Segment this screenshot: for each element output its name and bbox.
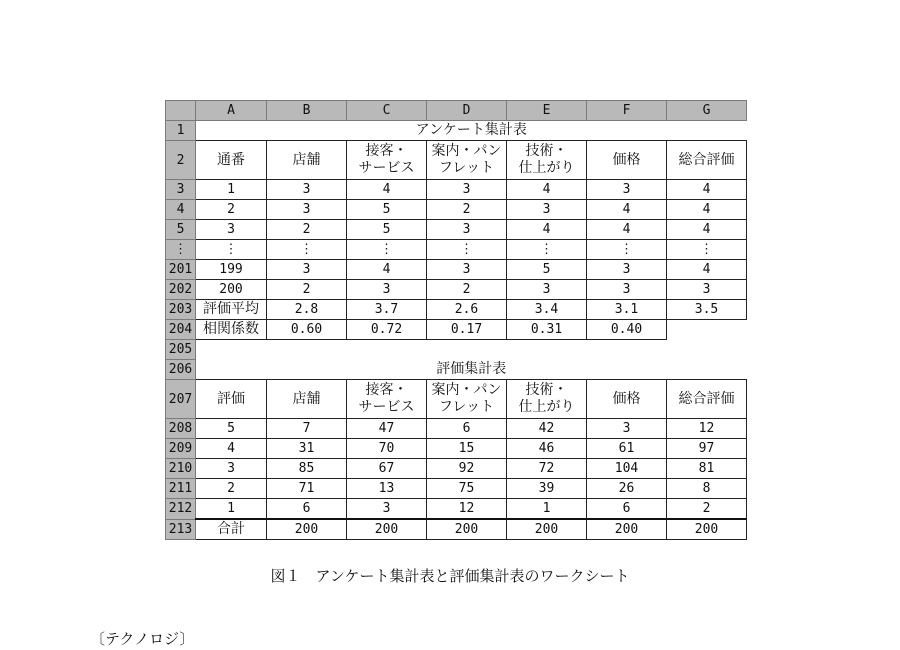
data-cell: 39 bbox=[507, 479, 587, 499]
data-cell: 6 bbox=[587, 499, 667, 520]
data-cell: 8 bbox=[667, 479, 747, 499]
data-cell: 7 bbox=[267, 419, 347, 439]
column-label: 価格 bbox=[587, 380, 667, 419]
data-cell: 26 bbox=[587, 479, 667, 499]
column-header: F bbox=[587, 101, 667, 121]
data-cell: 5 bbox=[347, 200, 427, 220]
data-cell: 15 bbox=[427, 439, 507, 459]
data-cell: 2 bbox=[427, 280, 507, 300]
data-cell: 4 bbox=[667, 180, 747, 200]
data-cell: 13 bbox=[347, 479, 427, 499]
correlation-cell: 0.17 bbox=[427, 320, 507, 340]
data-cell: 2 bbox=[267, 280, 347, 300]
data-cell: 97 bbox=[667, 439, 747, 459]
sheet-row bbox=[166, 101, 747, 121]
worksheet-table bbox=[165, 100, 747, 540]
data-cell: 3 bbox=[587, 260, 667, 280]
data-cell: 46 bbox=[507, 439, 587, 459]
column-label: 案内・パン フレット bbox=[427, 380, 507, 419]
corner-cell bbox=[166, 101, 196, 121]
sheet-row bbox=[166, 340, 747, 360]
data-cell: 3 bbox=[196, 459, 267, 479]
data-cell: ⋮ bbox=[267, 240, 347, 260]
row-header: 203 bbox=[166, 300, 196, 320]
data-cell: 200 bbox=[196, 280, 267, 300]
total-cell: 200 bbox=[507, 519, 587, 540]
data-cell: 5 bbox=[196, 419, 267, 439]
data-cell: ⋮ bbox=[347, 240, 427, 260]
sheet-row bbox=[166, 519, 747, 540]
sheet-row bbox=[166, 200, 747, 220]
data-cell: 70 bbox=[347, 439, 427, 459]
row-header: 211 bbox=[166, 479, 196, 499]
data-cell: ⋮ bbox=[667, 240, 747, 260]
data-cell: 81 bbox=[667, 459, 747, 479]
row-header: 201 bbox=[166, 260, 196, 280]
total-cell: 200 bbox=[347, 519, 427, 540]
data-cell: ⋮ bbox=[507, 240, 587, 260]
row-header: 213 bbox=[166, 519, 196, 540]
correlation-cell: 0.60 bbox=[267, 320, 347, 340]
row-label-correlation: 相関係数 bbox=[196, 320, 267, 340]
column-label: 接客・ サービス bbox=[347, 141, 427, 180]
data-cell: 4 bbox=[667, 200, 747, 220]
column-header: E bbox=[507, 101, 587, 121]
average-cell: 3.4 bbox=[507, 300, 587, 320]
data-cell: 42 bbox=[507, 419, 587, 439]
correlation-cell: 0.31 bbox=[507, 320, 587, 340]
total-cell: 200 bbox=[587, 519, 667, 540]
section-heading: 〔テクノロジ〕 bbox=[90, 630, 195, 648]
row-header: 207 bbox=[166, 380, 196, 419]
data-cell: 1 bbox=[507, 499, 587, 520]
data-cell: 4 bbox=[667, 220, 747, 240]
data-cell: 3 bbox=[196, 220, 267, 240]
sheet-row bbox=[166, 141, 747, 180]
row-header: 204 bbox=[166, 320, 196, 340]
total-cell: 200 bbox=[427, 519, 507, 540]
data-cell: ⋮ bbox=[427, 240, 507, 260]
column-label: 総合評価 bbox=[667, 141, 747, 180]
data-cell: 3 bbox=[267, 200, 347, 220]
column-header: B bbox=[267, 101, 347, 121]
data-cell: 3 bbox=[427, 220, 507, 240]
data-cell: 3 bbox=[587, 180, 667, 200]
data-cell: 5 bbox=[347, 220, 427, 240]
sheet-row bbox=[166, 280, 747, 300]
table-title: 評価集計表 bbox=[436, 360, 507, 377]
data-cell: 47 bbox=[347, 419, 427, 439]
sheet-row bbox=[166, 220, 747, 240]
column-label: 通番 bbox=[196, 141, 267, 180]
data-cell: 4 bbox=[667, 260, 747, 280]
table-title: アンケート集計表 bbox=[415, 122, 527, 138]
sheet-row bbox=[166, 260, 747, 280]
data-cell: 4 bbox=[507, 220, 587, 240]
column-label: 案内・パン フレット bbox=[427, 141, 507, 180]
data-cell: 104 bbox=[587, 459, 667, 479]
data-cell: 1 bbox=[196, 499, 267, 520]
data-cell: 5 bbox=[507, 260, 587, 280]
data-cell: 3 bbox=[587, 419, 667, 439]
column-label: 総合評価 bbox=[667, 380, 747, 419]
sheet-row bbox=[166, 300, 747, 320]
sheet-row bbox=[166, 320, 747, 340]
correlation-cell: 0.72 bbox=[347, 320, 427, 340]
sheet-row bbox=[166, 180, 747, 200]
data-cell: 75 bbox=[427, 479, 507, 499]
sheet-row bbox=[166, 459, 747, 479]
column-label: 接客・ サービス bbox=[347, 380, 427, 419]
data-cell: 1 bbox=[196, 180, 267, 200]
column-header: D bbox=[427, 101, 507, 121]
data-cell: 61 bbox=[587, 439, 667, 459]
data-cell: 3 bbox=[347, 499, 427, 520]
data-cell: 72 bbox=[507, 459, 587, 479]
total-cell: 合計 bbox=[196, 519, 267, 540]
row-header: 1 bbox=[166, 121, 196, 141]
data-cell: 6 bbox=[267, 499, 347, 520]
data-cell: 92 bbox=[427, 459, 507, 479]
data-cell: 85 bbox=[267, 459, 347, 479]
average-cell: 2.6 bbox=[427, 300, 507, 320]
column-label: 技術・ 仕上がり bbox=[507, 141, 587, 180]
data-cell: 3 bbox=[347, 280, 427, 300]
column-header: G bbox=[667, 101, 747, 121]
data-cell: 3 bbox=[427, 260, 507, 280]
empty-cell bbox=[667, 320, 747, 340]
data-cell: 199 bbox=[196, 260, 267, 280]
data-cell: 71 bbox=[267, 479, 347, 499]
sheet-row bbox=[166, 499, 747, 520]
sheet-row bbox=[166, 479, 747, 499]
data-cell: 2 bbox=[196, 479, 267, 499]
average-cell: 3.1 bbox=[587, 300, 667, 320]
row-header: 4 bbox=[166, 200, 196, 220]
data-cell: 2 bbox=[427, 200, 507, 220]
data-cell: 6 bbox=[427, 419, 507, 439]
data-cell: 31 bbox=[267, 439, 347, 459]
row-header: 208 bbox=[166, 419, 196, 439]
row-header: 209 bbox=[166, 439, 196, 459]
data-cell: 3 bbox=[267, 180, 347, 200]
data-cell: 4 bbox=[347, 260, 427, 280]
column-label: 価格 bbox=[587, 141, 667, 180]
row-header: 2 bbox=[166, 141, 196, 180]
row-header: 210 bbox=[166, 459, 196, 479]
figure-caption: 図１ アンケート集計表と評価集計表のワークシート bbox=[270, 567, 630, 585]
row-header: 205 bbox=[166, 340, 196, 360]
data-cell: 4 bbox=[507, 180, 587, 200]
column-header: A bbox=[196, 101, 267, 121]
empty-cell bbox=[196, 340, 747, 360]
data-cell: 3 bbox=[267, 260, 347, 280]
column-label: 評価 bbox=[196, 380, 267, 419]
column-label: 店舗 bbox=[267, 141, 347, 180]
row-header: 5 bbox=[166, 220, 196, 240]
row-header: 3 bbox=[166, 180, 196, 200]
total-cell: 200 bbox=[667, 519, 747, 540]
sheet-row bbox=[166, 240, 747, 260]
total-cell: 200 bbox=[267, 519, 347, 540]
row-header: ⋮ bbox=[166, 240, 196, 260]
data-cell: 4 bbox=[196, 439, 267, 459]
sheet-row bbox=[166, 121, 747, 141]
data-cell: 3 bbox=[427, 180, 507, 200]
data-cell: 3 bbox=[507, 280, 587, 300]
data-cell: 2 bbox=[667, 499, 747, 520]
data-cell: 4 bbox=[587, 200, 667, 220]
average-cell: 2.8 bbox=[267, 300, 347, 320]
sheet-row bbox=[166, 439, 747, 459]
average-cell: 3.5 bbox=[667, 300, 747, 320]
data-cell: 12 bbox=[667, 419, 747, 439]
data-cell: ⋮ bbox=[196, 240, 267, 260]
sheet-row bbox=[166, 380, 747, 419]
column-label: 店舗 bbox=[267, 380, 347, 419]
data-cell: 3 bbox=[667, 280, 747, 300]
data-cell: ⋮ bbox=[587, 240, 667, 260]
row-header: 206 bbox=[166, 360, 196, 380]
data-cell: 2 bbox=[196, 200, 267, 220]
sheet-row bbox=[166, 419, 747, 439]
correlation-cell: 0.40 bbox=[587, 320, 667, 340]
data-cell: 3 bbox=[507, 200, 587, 220]
data-cell: 3 bbox=[587, 280, 667, 300]
column-label: 技術・ 仕上がり bbox=[507, 380, 587, 419]
data-cell: 4 bbox=[587, 220, 667, 240]
row-label-average: 評価平均 bbox=[196, 300, 267, 320]
data-cell: 4 bbox=[347, 180, 427, 200]
data-cell: 2 bbox=[267, 220, 347, 240]
data-cell: 67 bbox=[347, 459, 427, 479]
row-header: 212 bbox=[166, 499, 196, 520]
average-cell: 3.7 bbox=[347, 300, 427, 320]
column-header: C bbox=[347, 101, 427, 121]
data-cell: 12 bbox=[427, 499, 507, 520]
row-header: 202 bbox=[166, 280, 196, 300]
sheet-row bbox=[166, 360, 747, 380]
